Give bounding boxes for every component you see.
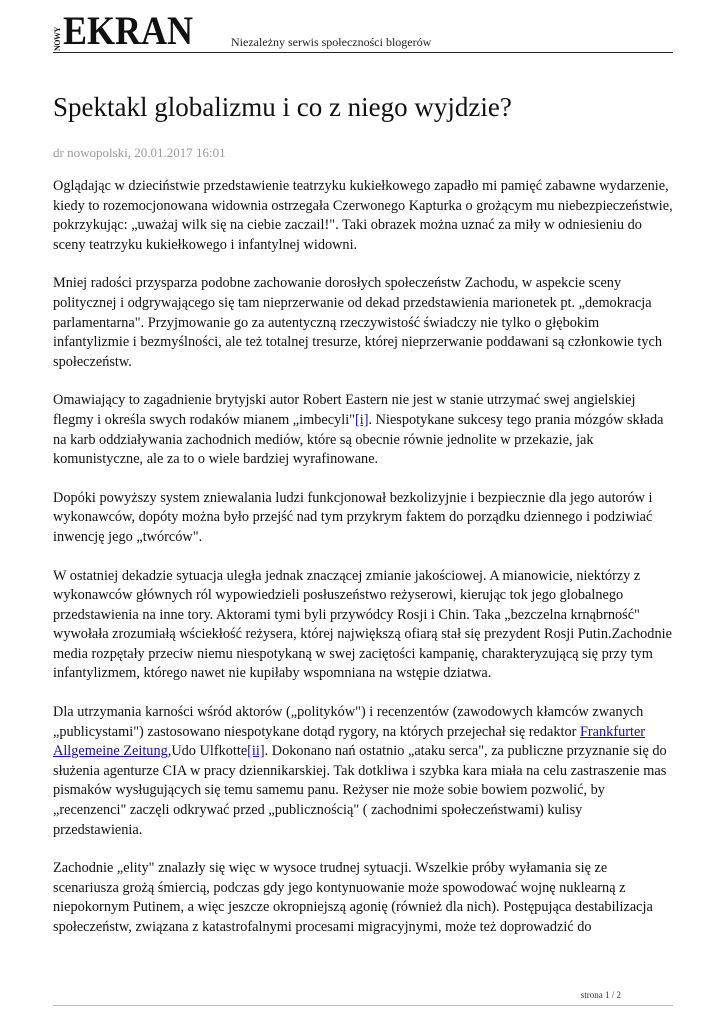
- footnote-link-i[interactable]: [i]: [355, 411, 369, 428]
- footer-divider: [53, 1005, 673, 1006]
- paragraph-3-text-b: . Niespotykane sukcesy tego prania mózgów składa na karb oddziaływania zachodnich mediów, które są obecnie równie jednolite w przekazie, jak komunistyczne, ale za to o wiele bardziej wyrafinowane.: [53, 411, 664, 468]
- paragraph-6-text-c: . Dokonano nań ostatnio „ataku serca", za publiczne przyznanie się do służenia agenturze CIA w pracy dziennikarskiej. Tak dotkliwa i szybka kara miała na celu zastraszenie mas pismaków wysługujących się temu samemu panu. Reżyser nie może sobie bowiem pozwolić, by „recenzenci" zaczęli odkrywać przed „publicznością" ( zachodnimi społeczeństwami) kulisy przedstawienia.: [53, 743, 667, 838]
- paragraph-5: [53, 567, 675, 685]
- article-meta: dr nowopolski, 20.01.2017 16:01: [53, 145, 226, 160]
- paragraph-1: Oglądając w dzieciństwie przedstawienie teatrzyku kukiełkowego zapadło mi pamięć zabawne wydarzenie, kiedy to rozemocjonowana widownia ostrzegała Czerwonego Kapturka o grożącym mu niebezpieczeństwie, pokrzykując: „uważaj wilk się na ciebie zaczail!". Taki obrazek można uznać za miły w odniesieniu do sceny teatrzyku kukiełkowego i infantylnej widowni.: [53, 178, 673, 253]
- site-tagline: Niezależny serwis społeczności blogerów: [231, 35, 432, 49]
- paragraph-6-text-b: ,Udo Ulfkotte: [167, 743, 248, 760]
- paragraph-7: Zachodnie „elity" znalazły się więc w wysoce trudnej sytuacji. Wszelkie próby wyłamania się ze scenariusza grożą śmiercią, podczas gdy jego kontynuowanie może spowodować wojnę nuklearną z niepokornym Putinem, a więc jeszcze okropniejszą agonię (również dla nich). Postępująca destabilizacja społeczeństw, związana z katastrofalnymi procesami migracyjnymi, może też doprowadzić do: [53, 860, 653, 935]
- article-title: Spektakl globalizmu i co z niego wyjdzie?: [53, 92, 512, 122]
- paragraph-3: [53, 391, 675, 469]
- masthead: [53, 8, 673, 53]
- logo-mark: NOWY: [53, 27, 62, 51]
- footnote-link-ii[interactable]: [ii]: [247, 743, 265, 760]
- paragraph-2: Mniej radości przysparza podobne zachowanie dorosłych społeczeństw Zachodu, w aspekcie sceny politycznej i odgrywającego się tam nieprzerwanie od dekad przedstawienia marionetek pt. „demokracja parlamentarna". Przyjmowanie go za autentyczną rzeczywistość świadczy nie tylko o głębokim infantylizmie i bezmyślności, ale też totalnej tresurze, której nieprzerwanie poddawani są członkowie tych społeczeństw.: [53, 275, 662, 370]
- faz-link[interactable]: Frankfurter Allgemeine Zeitung: [53, 723, 646, 760]
- paragraph-6: [53, 703, 675, 840]
- paragraph-3-text-a: Omawiający to zagadnienie brytyjski autor Robert Eastern nie jest w stanie utrzymać swej angielskiej flegmy i określa swych rodaków mianem „imbecyli": [53, 392, 636, 428]
- logo-text: EKRAN: [63, 8, 194, 53]
- page-number: strona 1 / 2: [580, 990, 621, 1000]
- paragraph-6-text-a: Dla utrzymania karności wśród aktorów („polityków") i recenzentów (zawodowych kłamców zwanych „publicystami") zastosowano niespotykane dotąd rygory, na których przejechał się redaktor: [53, 704, 644, 740]
- paragraph-5-text-a: W ostatniej dekadzie sytuacja uległa jednak znaczącej zmianie jakościowej. A mianowicie, niektórzy z wykonawców głównych ról wypowiedzieli posłuszeństwo reżyserowi, kierując tok jego globalnego przedstawienia na inne tory. Aktorami tymi byli przywódcy Rosji i Chin. Taka „bezczelna krnąbrność" wywołała zrozumiałą wściekłość reżysera, której największą ofiarą stał się prezydent Rosji Putin.: [53, 567, 641, 643]
- paragraph-5-text-b: Zachodnie media rozpętały przeciw niemu niespotykaną w swej zaciętości kampanię, charakteryzującą się przy tym infantylizmem, którego nawet nie kupiłaby wspomniana na wstępie dziatwa.: [53, 626, 672, 682]
- paragraph-4: Dopóki powyższy system zniewalania ludzi funkcjonował bezkolizyjnie i bezpiecznie dla jego autorów i wykonawców, dopóty można było przejść nad tym przykrym faktem do porządku dziennego i podziwiać inwencję jego „twórców".: [53, 489, 653, 545]
- article-body: [53, 177, 675, 957]
